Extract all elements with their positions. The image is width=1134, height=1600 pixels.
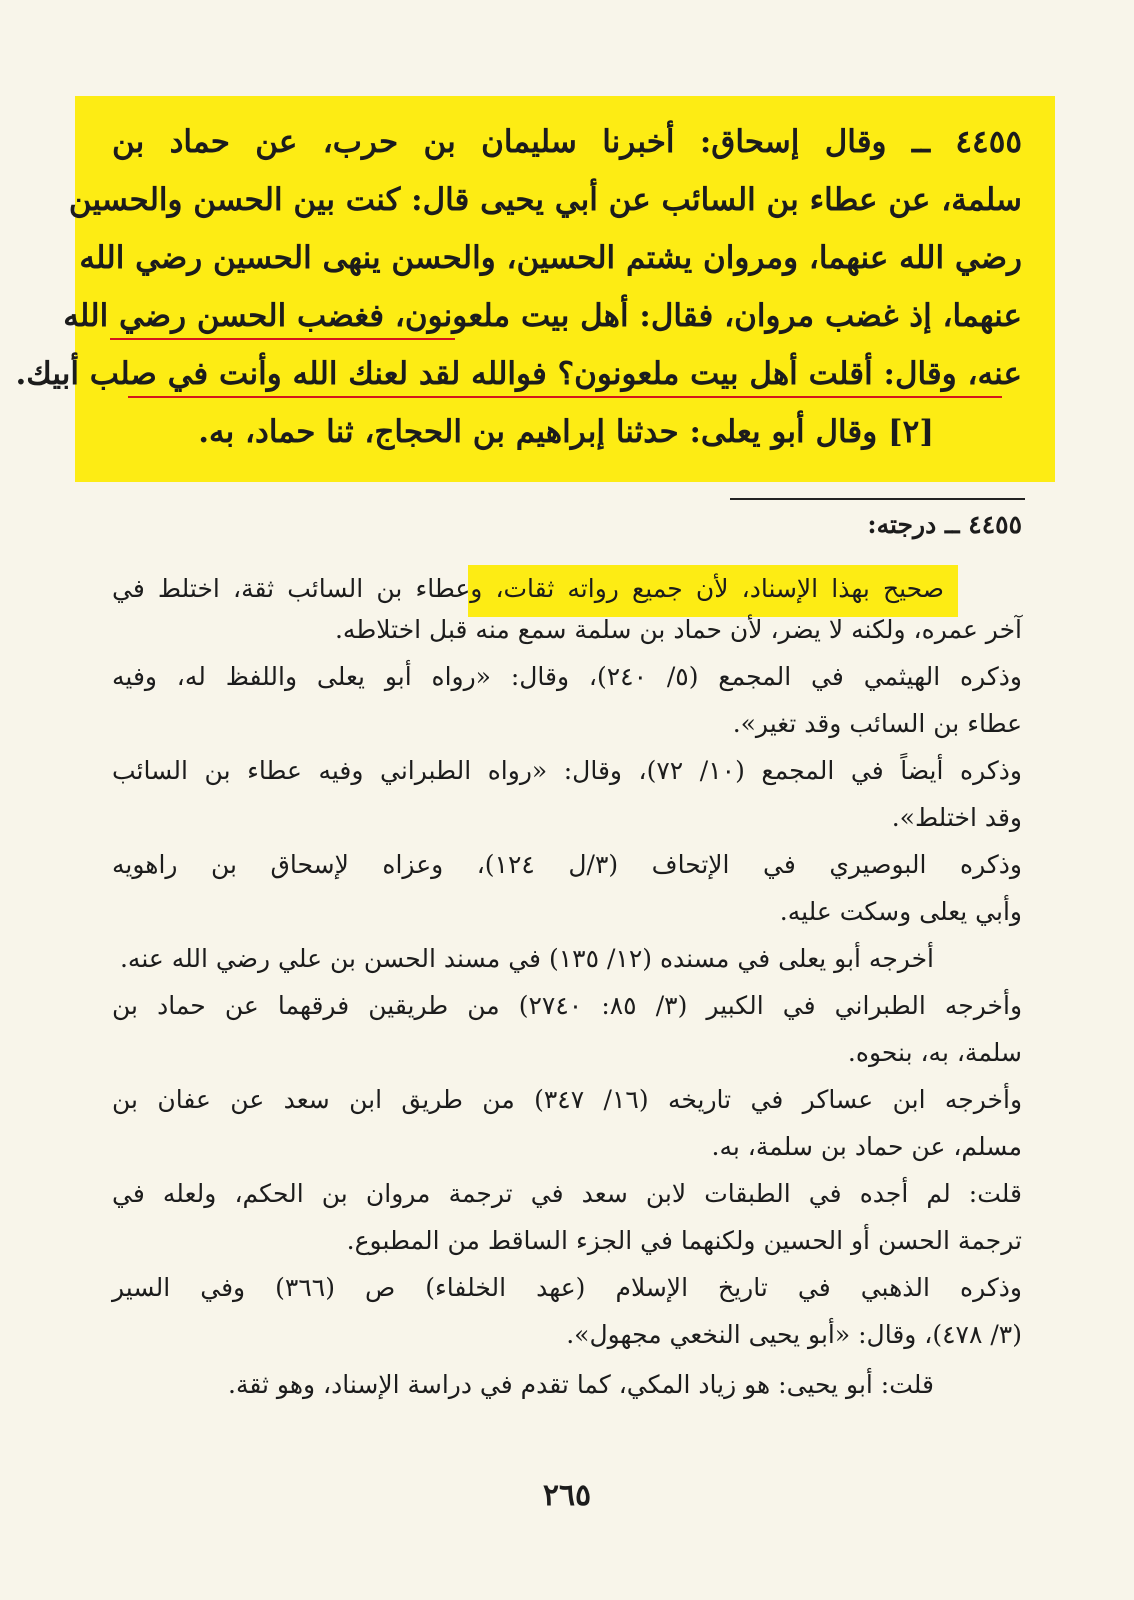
grading-line-6: وقد اختلط». xyxy=(891,803,1022,832)
grading-line-10: وأخرجه الطبراني في الكبير (٣/ ٨٥: ٢٧٤٠) من طريقين فرقهما عن حماد بن xyxy=(112,991,1023,1020)
grading-line-15: ترجمة الحسن أو الحسين ولكنهما في الجزء الساقط من المطبوع. xyxy=(346,1226,1022,1255)
grading-line-7: وذكره البوصيري في الإتحاف (٣/ل ١٢٤)، وعزاه لإسحاق بن راهويه xyxy=(112,850,1022,879)
hadith-line-4: عنهما، إذ غضب مروان، فقال: أهل بيت ملعونون، فغضب الحسن رضي الله xyxy=(63,298,1022,334)
grading-line-13: مسلم، عن حماد بن سلمة، به. xyxy=(711,1132,1022,1161)
grading-line-5: وذكره أيضاً في المجمع (١٠/ ٧٢)، وقال: «رواه الطبراني وفيه عطاء بن السائب xyxy=(112,756,1022,785)
grading-line-11: سلمة، به، بنحوه. xyxy=(847,1038,1022,1067)
grading-line-12: وأخرجه ابن عساكر في تاريخه (١٦/ ٣٤٧) من طريق ابن سعد عن عفان بن xyxy=(112,1085,1023,1114)
hadith-line-2: سلمة، عن عطاء بن السائب عن أبي يحيى قال: كنت بين الحسن والحسين xyxy=(68,182,1022,218)
separator-rule xyxy=(730,498,1025,500)
hadith-line-6: [٢] وقال أبو يعلى: حدثنا إبراهيم بن الحجاج، ثنا حماد، به. xyxy=(198,414,934,450)
page-number: ٢٦٥ xyxy=(542,1478,592,1513)
grading-line-8: وأبي يعلى وسكت عليه. xyxy=(779,897,1022,926)
red-underline-1 xyxy=(110,338,455,340)
grading-line-14: قلت: لم أجده في الطبقات لابن سعد في ترجمة مروان بن الحكم، ولعله في xyxy=(112,1179,1022,1208)
grading-line-3: وذكره الهيثمي في المجمع (٥/ ٢٤٠)، وقال: «رواه أبو يعلى واللفظ له، وفيه xyxy=(112,662,1022,691)
grading-heading: ٤٤٥٥ ــ درجته: xyxy=(867,510,1022,539)
grading-line-4: عطاء بن السائب وقد تغير». xyxy=(732,709,1022,738)
grading-line-16: وذكره الذهبي في تاريخ الإسلام (عهد الخلفاء) ص (٣٦٦) وفي السير xyxy=(112,1273,1022,1302)
hadith-line-3: رضي الله عنهما، ومروان يشتم الحسين، والحسن ينهى الحسين رضي الله xyxy=(79,240,1022,276)
red-underline-2 xyxy=(128,396,1002,398)
hadith-line-1: ٤٤٥٥ ــ وقال إسحاق: أخبرنا سليمان بن حرب، عن حماد بن xyxy=(112,124,1022,160)
grading-line-9: أخرجه أبو يعلى في مسنده (١٢/ ١٣٥) في مسند الحسن بن علي رضي الله عنه. xyxy=(119,944,934,973)
hadith-line-5: عنه، وقال: أقلت أهل بيت ملعونون؟ فوالله لقد لعنك الله وأنت في صلب أبيك. xyxy=(15,356,1022,392)
grading-line-2: آخر عمره، ولكنه لا يضر، لأن حماد بن سلمة سمع منه قبل اختلاطه. xyxy=(334,615,1022,644)
grading-line-17: (٣/ ٤٧٨)، وقال: «أبو يحيى النخعي مجهول». xyxy=(566,1320,1022,1349)
grading-line-1: صحيح بهذا الإسناد، لأن جميع رواته ثقات، وعطاء بن السائب ثقة، اختلط في xyxy=(112,574,944,603)
grading-line-18: قلت: أبو يحيى: هو زياد المكي، كما تقدم في دراسة الإسناد، وهو ثقة. xyxy=(228,1370,934,1399)
